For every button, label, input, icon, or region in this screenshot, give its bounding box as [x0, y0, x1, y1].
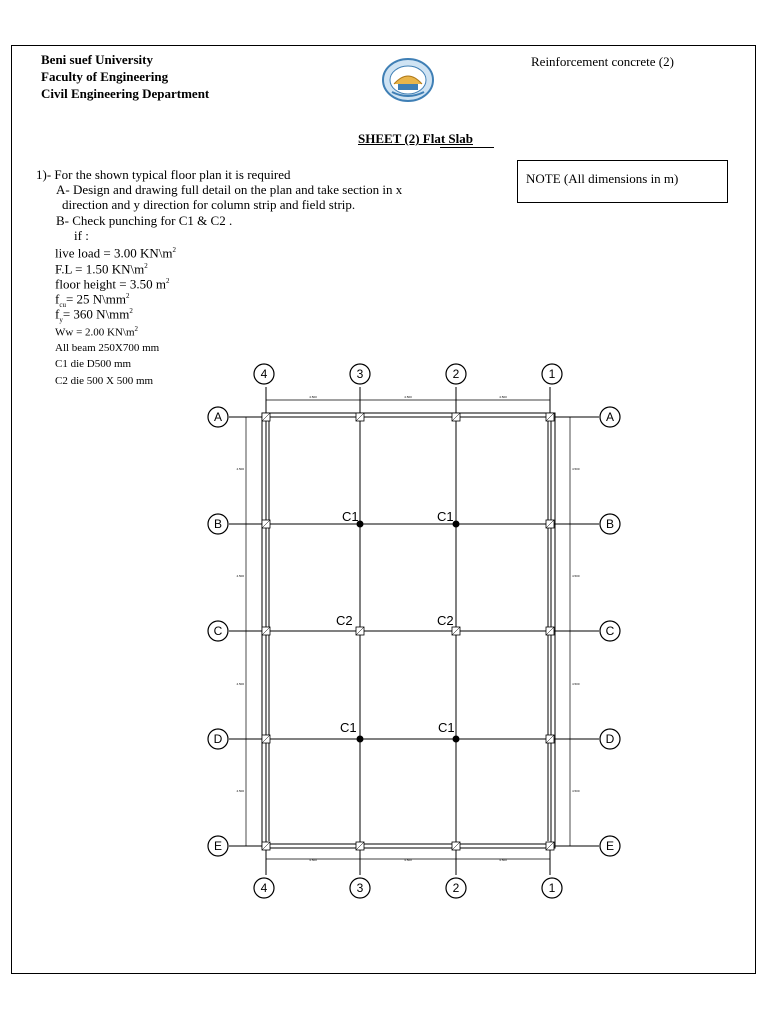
dim-left-4: 4.500 — [236, 789, 244, 793]
beam-size: All beam 250X700 mm — [55, 342, 160, 354]
dim-bot-3: 4.500 — [499, 858, 507, 862]
column-label: C1 — [342, 509, 359, 524]
fcu-sub: cu — [59, 300, 66, 309]
axis-label-left: D — [213, 732, 223, 746]
axis-label-top: 4 — [260, 367, 268, 381]
dim-bot-1: 4.500 — [309, 858, 317, 862]
dim-top-2: 4.500 — [404, 395, 412, 399]
dim-bot-2: 4.500 — [404, 858, 412, 862]
dim-right-3: 4.500 — [572, 682, 580, 686]
dimension-lines — [246, 400, 570, 859]
ww-text: Ww = 2.00 KN\m — [55, 326, 135, 339]
column-label: C1 — [437, 509, 454, 524]
dim-left-2: 4.500 — [236, 574, 244, 578]
fy-exp: 2 — [129, 307, 133, 315]
dim-right-2: 4.500 — [572, 574, 580, 578]
axis-label-left: C — [213, 624, 223, 638]
dim-right-1: 4.500 — [572, 467, 580, 471]
course-name: Reinforcement concrete (2) — [531, 54, 674, 69]
department-name: Civil Engineering Department — [41, 86, 210, 101]
column-label: C1 — [340, 720, 357, 735]
axis-label-left: E — [213, 839, 223, 853]
live-load-text: live load = 3.00 KN\m — [55, 245, 173, 261]
column-labels — [336, 509, 455, 735]
c1-size: C1 die D500 mm — [55, 358, 132, 370]
dim-top-1: 4.500 — [309, 395, 317, 399]
fy-f: f — [55, 306, 60, 322]
c2-size: C2 die 500 X 500 mm — [55, 375, 154, 387]
column-c1 — [453, 736, 460, 743]
if-label: if : — [74, 228, 89, 243]
axis-label-bottom: 4 — [260, 881, 268, 895]
axis-label-top: 2 — [452, 367, 460, 381]
faculty-name: Faculty of Engineering — [41, 69, 169, 84]
part-a-line2: direction and y direction for column strip and field strip. — [62, 197, 356, 212]
axis-label-left: A — [213, 410, 223, 424]
column-label: C2 — [336, 613, 353, 628]
dim-left-3: 4.500 — [236, 682, 244, 686]
question-intro: 1)- For the shown typical floor plan it is required — [36, 167, 291, 182]
university-name: Beni suef University — [41, 52, 153, 67]
floor-height-exp: 2 — [165, 277, 170, 285]
fy-sub: y — [59, 315, 63, 324]
axis-label-right: D — [605, 732, 615, 746]
dimension-labels — [236, 395, 579, 862]
axis-label-right: B — [605, 517, 615, 531]
grid-lines — [229, 387, 599, 875]
axis-label-bottom: 2 — [452, 881, 460, 895]
dim-left-1: 4.500 — [236, 467, 244, 471]
column-label: C2 — [437, 613, 454, 628]
ww-exp: 2 — [134, 325, 139, 333]
fy-value: = 360 N\mm — [62, 306, 130, 322]
note-text: NOTE (All dimensions in m) — [526, 171, 679, 186]
dim-top-3: 4.500 — [499, 395, 507, 399]
axis-label-right: C — [605, 624, 615, 638]
axis-label-top: 1 — [548, 367, 556, 381]
floor-height-text: floor height = 3.50 m — [55, 276, 166, 292]
axis-label-right: E — [605, 839, 615, 853]
column-c1 — [357, 736, 364, 743]
axis-label-left: B — [213, 517, 223, 531]
column-label: C1 — [438, 720, 455, 735]
axis-label-bottom: 1 — [548, 881, 556, 895]
part-b: B- Check punching for C1 & C2 . — [56, 213, 233, 228]
fcu-exp: 2 — [126, 292, 130, 300]
part-a-line1: A- Design and drawing full detail on the plan and take section in x — [56, 182, 403, 197]
axis-label-top: 3 — [356, 367, 364, 381]
axis-label-bottom: 3 — [356, 881, 364, 895]
fcu-value: = 25 N\mm — [65, 291, 127, 307]
fcu-f: f — [55, 291, 60, 307]
live-load-exp: 2 — [172, 246, 176, 254]
sheet-title: SHEET (2) Flat Slab — [358, 131, 473, 146]
dim-right-4: 4.500 — [572, 789, 580, 793]
floor-load-exp: 2 — [144, 262, 148, 270]
floor-load-text: F.L = 1.50 KN\m — [55, 261, 145, 277]
axis-label-right: A — [605, 410, 615, 424]
